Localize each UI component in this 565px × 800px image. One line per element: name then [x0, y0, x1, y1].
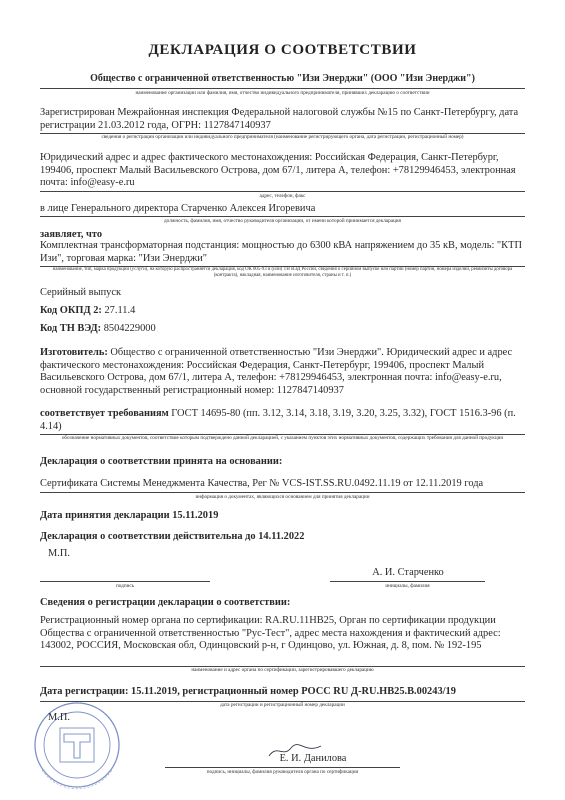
caption-product: наименование, тип, марка продукции (услуги), на которую распространяется декларация, код ОК 005-93 и (или) ТН ВЭД России, сведения о серийном выпуске или партии (номер партии, номера изделий, реквизиты договора (контракта), накладная, наименование изготовителя, страны и т. п.)	[52, 267, 513, 278]
registration-info: Зарегистрирован Межрайонная инспекция Федеральной налоговой службы №15 по Санкт-Петербургу, дата регистрации 21.03.2012 года, ОГРН: 1127847140937	[40, 107, 519, 131]
signature-line	[40, 581, 210, 582]
org-name: Общество с ограниченной ответственностью "Изи Энерджи" (ООО "Изи Энерджи")	[90, 73, 475, 84]
signer-2-name: Е. И. Данилова	[279, 753, 347, 764]
declares-label: заявляет, что	[40, 229, 103, 240]
product-info: Комплектная трансформаторная подстанция: мощностью до 6300 кВА напряжением до 35 кВ, модель: "КТП Изи", торговая марка: "Изи Энерджи"	[40, 240, 522, 264]
document-title: ДЕКЛАРАЦИЯ О СООТВЕТСТВИИ	[148, 42, 417, 58]
divider	[40, 88, 525, 89]
date-accepted-label: Дата принятия декларации	[40, 510, 170, 521]
caption-address: адрес, телефон, факс	[259, 193, 306, 199]
basis-text: Сертификата Системы Менеджмента Качества, Рег № VCS-IST.SS.RU.0492.11.19 от 12.11.2019 года	[40, 478, 484, 489]
date-accepted-value: 15.11.2019	[172, 510, 219, 521]
caption-director: должность, фамилия, имя, отчество руководителя организации, от имени которой принимается декларация	[164, 218, 401, 224]
manufacturer-label: Изготовитель:	[40, 347, 108, 358]
signer-1-name: А. И. Старченко	[372, 567, 444, 578]
caption-signer-2: подпись, инициалы, фамилия руководителя органа по сертификации	[206, 769, 359, 775]
valid-until-label: Декларация о соответствии действительна до	[40, 531, 256, 542]
stamp-place-1: М.П.	[48, 548, 70, 559]
manufacturer-info	[40, 347, 525, 397]
okpd-code	[40, 305, 135, 318]
caption-requirements: обозначение нормативных документов, соответствие которым подтверждено данной декларацией, с указанием пунктов этих нормативных документов, содержащих требования для данной продукции	[61, 435, 504, 441]
stamp-place-2: М.П.	[48, 712, 70, 723]
reg-info-label: Сведения о регистрации декларации о соответствии:	[40, 597, 291, 608]
requirements-info	[40, 408, 525, 433]
valid-until-value: 14.11.2022	[258, 531, 305, 542]
caption-reg-date: дата регистрации и регистрационный номер декларации	[220, 702, 345, 708]
serial-production: Серийный выпуск	[40, 287, 121, 298]
tnved-code	[40, 323, 156, 336]
registration-date-number: Дата регистрации: 15.11.2019, регистрационный номер РОСС RU Д-RU.НВ25.В.00243/19	[40, 686, 456, 697]
address-info: Юридический адрес и адрес фактического местонахождения: Российская Федерация, Санкт-Петербург, 199406, проспект Малый Васильевского Острова, дом 67/1, литера А, телефон: +78129946453, электронная почта: info@easy-e.ru	[40, 152, 516, 188]
divider	[40, 492, 525, 493]
requirements-text: ГОСТ 14695-80 (пп. 3.12, 3.14, 3.18, 3.19, 3.20, 3.25, 3.32), ГОСТ 1516.3-96 (п. 4.14)	[40, 408, 516, 432]
certification-seal	[22, 700, 132, 790]
divider	[165, 767, 400, 768]
divider	[40, 216, 525, 217]
requirements-label: соответствует требованиям	[40, 408, 169, 419]
caption-reg-info: наименование и адрес органа по сертификации, зарегистрировавшего декларацию	[191, 667, 374, 673]
initials-line	[330, 581, 485, 582]
caption-basis: информация о документах, являющихся основанием для принятия декларации	[195, 494, 370, 500]
caption-initials: инициалы, фамилия	[385, 583, 430, 589]
valid-until	[40, 531, 304, 544]
tnved-value: 8504229000	[103, 323, 156, 334]
tnved-label: Код ТН ВЭД:	[40, 323, 102, 334]
basis-label: Декларация о соответствии принята на основании:	[40, 456, 283, 467]
manufacturer-text: Общество с ограниченной ответственностью "Изи Энерджи". Юридический адрес и адрес фактического местонахождения: Российская Федерация, Санкт-Петербург, 199406, проспект Малый Васильевского Острова, дом 67/1, литера А, телефон: +78129946453, электронная почта: info@easy-e.ru, основной государственный регистрационный номер: 1127847140937	[40, 347, 513, 396]
reg-info-text: Регистрационный номер органа по сертификации: RA.RU.11HB25, Орган по сертификации продукции Общества с ограниченной ответственностью "Рус-Тест", адрес места нахождения и фактический адрес: 143002, РОССИЯ, Московская обл, Одинцовский р-н, г Одинцово, ул. Южная, д. 8, пом. № 192-195	[40, 615, 501, 651]
caption-registration: сведения о регистрации организации или индивидуального предпринимателя (наименование регистрирующего органа, дата регистрации, регистрационный номер)	[101, 134, 464, 140]
date-accepted	[40, 510, 218, 523]
caption-signature: подпись	[115, 583, 135, 589]
caption-org: наименование организации или фамилия, имя, отчество индивидуального предпринимателя, принявших декларацию о соответствии	[135, 90, 430, 96]
okpd-value: 27.11.4	[104, 305, 136, 316]
director-info: в лице Генерального директора Старченко Алексея Игоревича	[40, 203, 316, 214]
okpd-label: Код ОКПД 2:	[40, 305, 102, 316]
divider	[40, 191, 525, 192]
